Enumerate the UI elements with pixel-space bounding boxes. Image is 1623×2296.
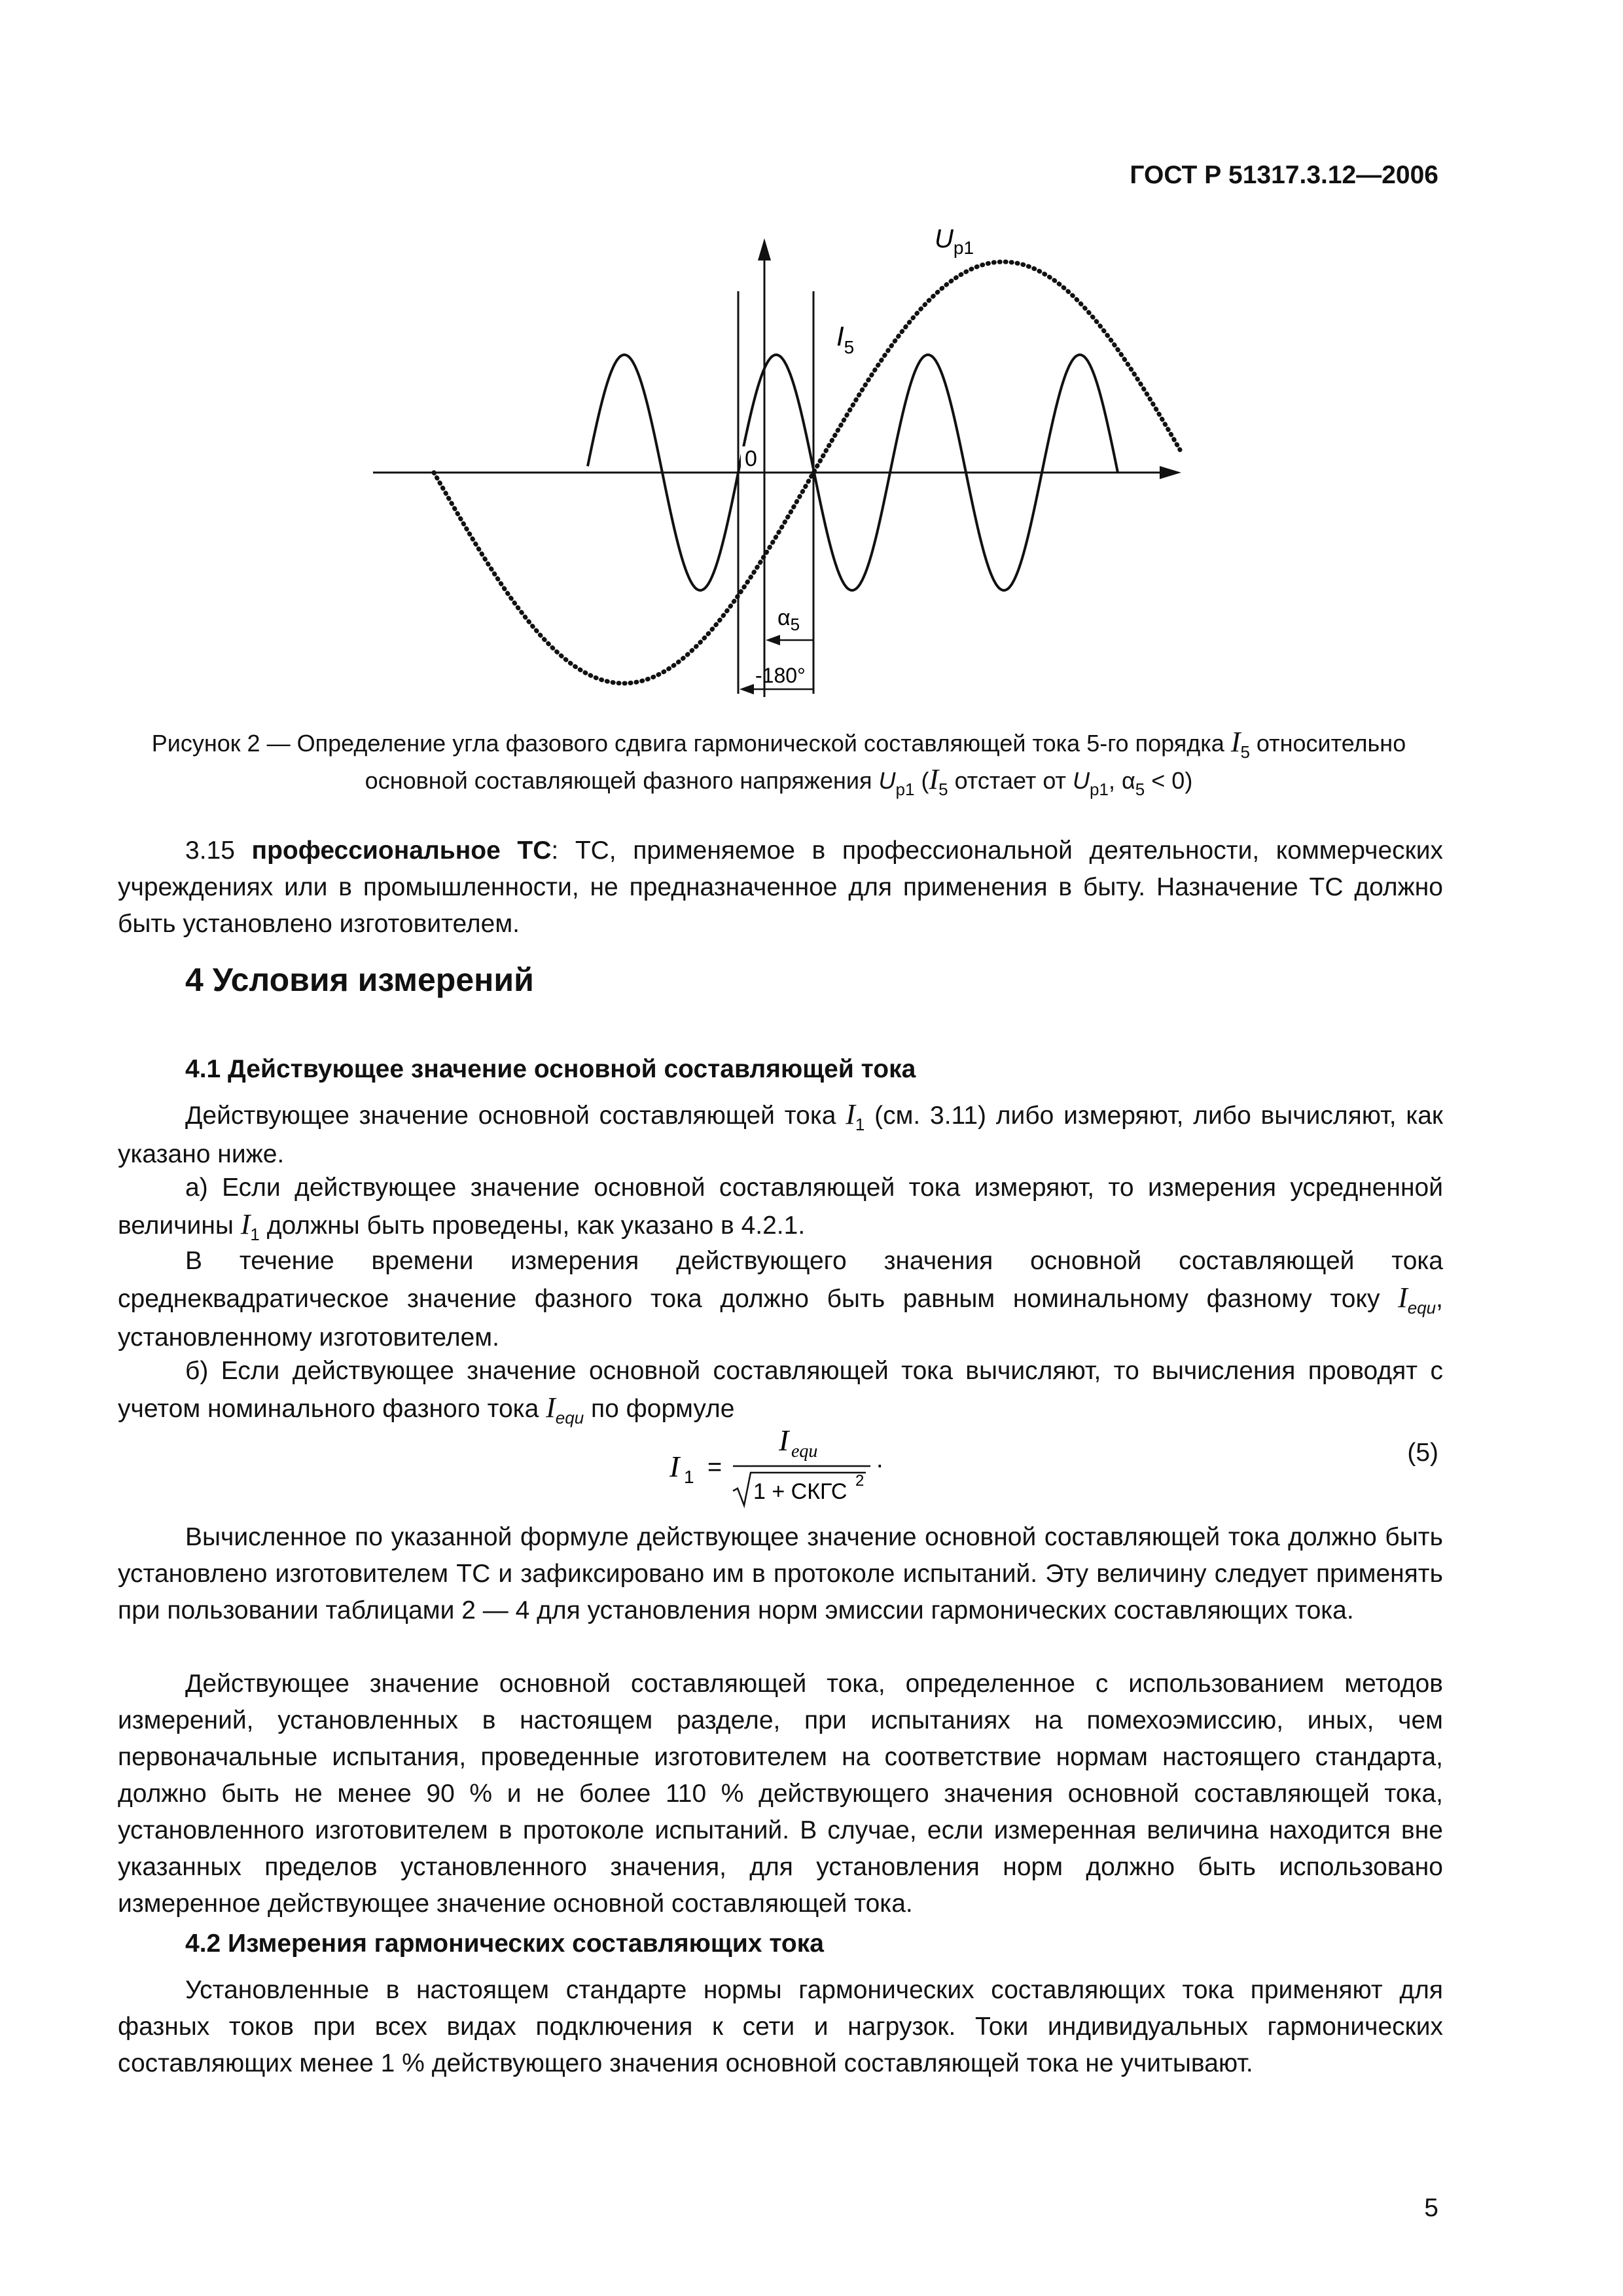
svg-text:1 + СКГС: 1 + СКГС [753,1479,847,1504]
section-4-1-title: 4.1 Действующее значение основной составляющей тока [185,1055,916,1083]
i5-label: $I_5$ [836,321,855,357]
document-id: ГОСТ Р 51317.3.12—2006 [1130,161,1438,189]
svg-text:I: I [669,1450,680,1483]
section-4-2-title: 4.2 Измерения гармонических составляющих тока [185,1929,824,1958]
svg-text:.: . [876,1446,883,1473]
svg-text:equ: equ [791,1441,818,1462]
svg-text:1: 1 [684,1467,694,1487]
formula-5 [658,1426,919,1511]
svg-text:=: = [707,1454,722,1481]
up1-label: $U_{p1}$ [935,229,974,258]
s41-paragraph-3: Вычисленное по указанной формуле действующее значение основной составляющей тока должно быть установлено изготовителем ТС и зафиксировано им в протоколе испытаний. Эту величину следует применять при пользовании таблицами 2 — 4 для установления норм эмиссии гармонических составляющих тока. [118,1523,1443,1624]
page-number: 5 [1424,2194,1438,2222]
phase-shift-figure [366,229,1198,707]
svg-text:2: 2 [855,1472,865,1490]
s41-paragraph-2: В течение времени измерения действующего значения основной составляющей тока среднеквадратическое значение фазного тока должно быть равным номинальному фазному току $I_{equ}$, установленному изготовителем. [118,1247,1443,1352]
s42-paragraph-1: Установленные в настоящем стандарте нормы гармонических составляющих тока применяют для фазных токов при всех видах подключения к сети и нагрузок. Токи индивидуальных гармонических составляющих менее 1 % действующего значения основной составляющей тока не учитывают. [118,1976,1443,2077]
x-axis-arrow-icon [1160,466,1181,479]
svg-text:I: I [779,1426,789,1457]
s41-paragraph-4: Действующее значение основной составляющей тока, определенное с использованием методов измерений, установленных в настоящем разделе, при испытаниях на помехоэмиссию, иных, чем первоначальные испытания, проведенные изготовителем на соответствие нормам настоящего стандарта, должно быть не менее 90 % и не более 110 % действующего значения основной составляющей тока, установленного изготовителем в протоколе испытаний. В случае, если измеренная величина находится вне указанных пределов установленного значения, для установления норм должно быть использовано измеренное действующее значение основной составляющей тока. [118,1670,1443,1918]
origin-label: 0 [745,446,757,471]
alpha-arrow-icon [766,635,780,645]
term-professional-ts: профессиональное ТС [251,836,552,865]
alpha-label: $\alpha_5$ [777,605,800,634]
s41-paragraph-1: Действующее значение основной составляющей тока $I_1$ (см. 3.11) либо измеряют, либо вычисляют, как указано ниже. [118,1098,1443,1168]
shift-arrow-icon [740,684,754,694]
definition-3-15: 3.15 профессиональное ТС: ТС, применяемое в профессиональной деятельности, коммерческих учреждениях или в промышленности, не предназначенное для применения в быту. Назначение ТС должно быть установлено изготовителем. [118,836,1443,938]
formula-number: (5) [1407,1439,1438,1467]
section-4-title: 4 Условия измерений [185,961,534,998]
s41-paragraph-a: а) Если действующее значение основной составляющей тока измеряют, то измерения усредненной величины $I_1$ должны быть проведены, как указано в 4.2.1. [118,1174,1443,1244]
shift-label: -180° [755,664,806,687]
s41-paragraph-b: б) Если действующее значение основной составляющей тока вычисляют, то вычисления проводят с учетом номинального фазного тока $I_{equ}$ по формуле [118,1357,1443,1427]
figure-caption: Рисунок 2 — Определение угла фазового сдвига гармонической составляющей тока 5-го порядка $I_5$ относительно основной составляющей фазного напряжения $U_{p1}$ ($I_5$ отстает от $U_{p1}$, $\alpha_5 < 0$) [151,726,1406,799]
y-axis-arrow-icon [758,238,771,260]
